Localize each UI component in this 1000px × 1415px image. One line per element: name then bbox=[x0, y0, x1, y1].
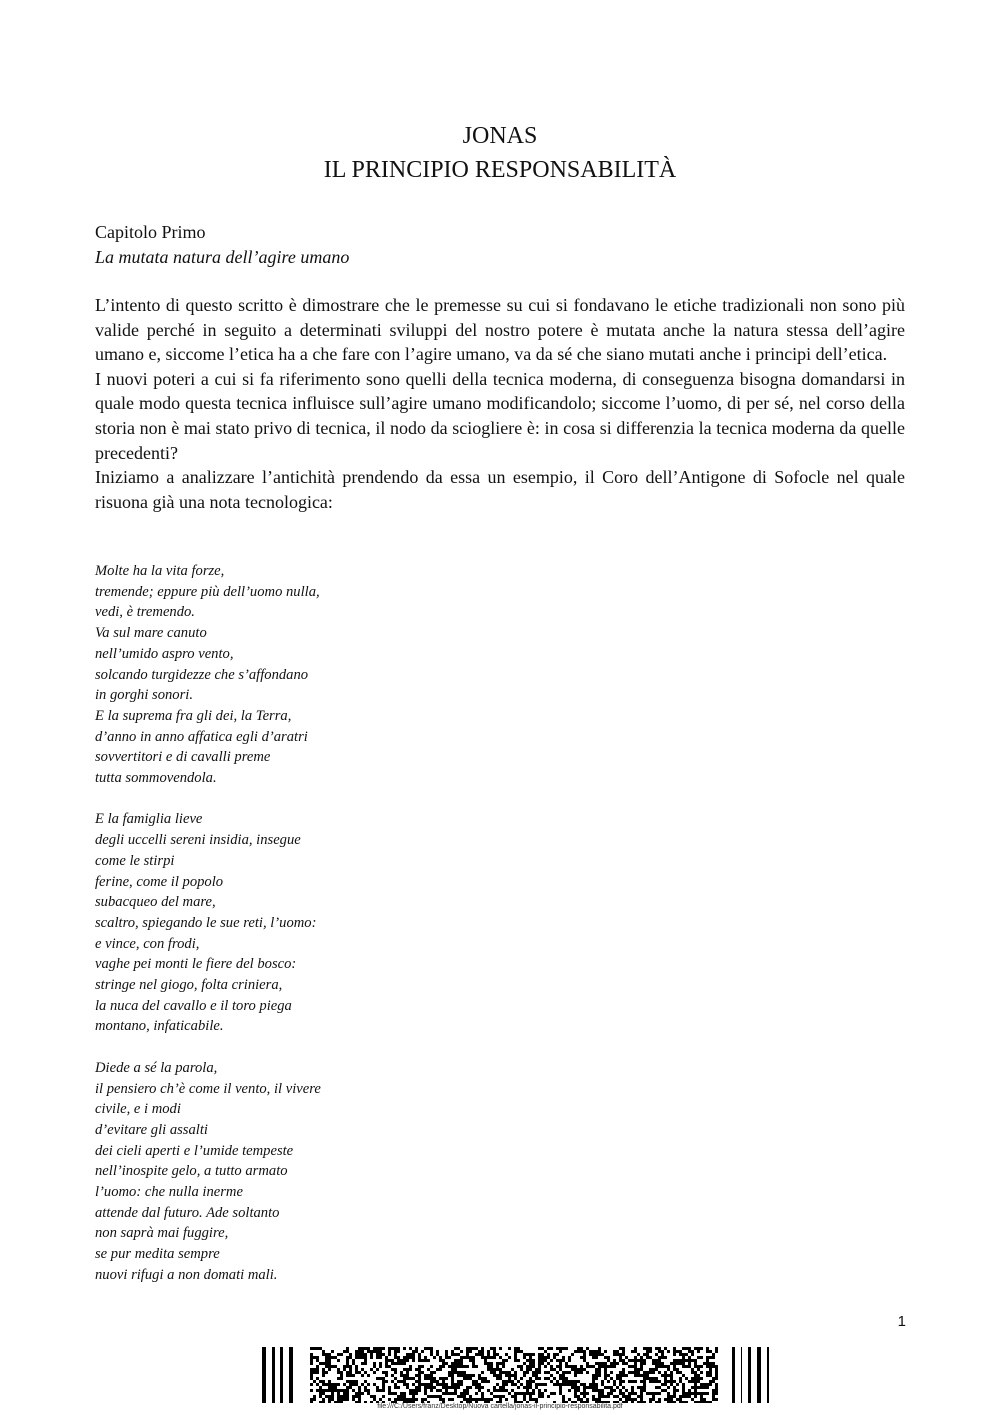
poem-line: e vince, con frodi, bbox=[95, 935, 200, 952]
poem-line: montano, infaticabile. bbox=[95, 1018, 224, 1035]
footer-file-path: file:///C:/Users/franz/Desktop/Nuova cartella/jonas-il-principio-responsabilita.pdf bbox=[377, 1403, 623, 1410]
poem-line: nuovi rifugi a non domati mali. bbox=[95, 1266, 278, 1283]
paragraph: Iniziamo a analizzare l’antichità prendendo da essa un esempio, il Coro dell’Antigone di Sofocle nel quale risuona già una nota tecnologica: bbox=[95, 467, 905, 512]
poem-line: solcando turgidezze che s’affondano bbox=[95, 666, 309, 683]
poem-line: Va sul mare canuto bbox=[95, 625, 207, 642]
poem-line: dei cieli aperti e l’umide tempeste bbox=[95, 1142, 294, 1159]
poem-line: nell’umido aspro vento, bbox=[95, 645, 234, 662]
poem-line: d’evitare gli assalti bbox=[95, 1121, 208, 1138]
poem-line: civile, e i modi bbox=[95, 1101, 181, 1118]
poem-line: tutta sommovendola. bbox=[95, 770, 217, 787]
poem-line: Diede a sé la parola, bbox=[95, 1059, 218, 1076]
poem-line: Molte ha la vita forze, bbox=[95, 563, 225, 579]
poem-line: stringe nel giogo, folta criniera, bbox=[95, 977, 283, 994]
poem-line: E la suprema fra gli dei, la Terra, bbox=[95, 707, 292, 724]
chapter-label: Capitolo Primo bbox=[95, 222, 206, 242]
poem-line: in gorghi sonori. bbox=[95, 687, 193, 704]
paragraph: I nuovi poteri a cui si fa riferimento sono quelli della tecnica moderna, di conseguenza bisogna domandarsi in quale modo questa tecnica influisce sull’agire umano modificandolo; siccome l’uomo, di per sé, nel corso della storia non è mai stato privo di tecnica, il nodo da sciogliere è: in cosa si differenzia la tecnica moderna da quelle precedenti? bbox=[95, 368, 905, 463]
poem-line: come le stirpi bbox=[95, 852, 175, 869]
poem-line: degli uccelli sereni insidia, insegue bbox=[95, 832, 301, 849]
poem-stanza bbox=[95, 1058, 495, 1286]
poem-line: subacqueo del mare, bbox=[95, 894, 216, 911]
poem-line: ferine, come il popolo bbox=[95, 873, 224, 890]
poem-quotation bbox=[95, 561, 495, 1306]
poem-line: d’anno in anno affatica egli d’aratri bbox=[95, 728, 308, 745]
poem-line: vaghe pei monti le fiere del bosco: bbox=[95, 956, 297, 973]
poem-line: il pensiero ch’è come il vento, il vivere bbox=[95, 1080, 321, 1097]
poem-line: scaltro, spiegando le sue reti, l’uomo: bbox=[95, 914, 317, 931]
poem-line: l’uomo: che nulla inerme bbox=[95, 1184, 243, 1201]
document-title-author: JONAS bbox=[462, 123, 538, 149]
poem-line: la nuca del cavallo e il toro piega bbox=[95, 997, 292, 1014]
poem-line: attende dal futuro. Ade soltanto bbox=[95, 1204, 280, 1221]
poem-line: vedi, è tremendo. bbox=[95, 604, 195, 621]
poem-stanza bbox=[95, 809, 495, 1037]
barcode-image bbox=[262, 1347, 776, 1403]
poem-line: E la famiglia lieve bbox=[95, 811, 203, 828]
poem-line: nell’inospite gelo, a tutto armato bbox=[95, 1163, 288, 1180]
poem-line: se pur medita sempre bbox=[95, 1246, 220, 1263]
poem-line: tremende; eppure più dell’uomo nulla, bbox=[95, 583, 320, 600]
page-number: 1 bbox=[897, 1313, 906, 1330]
poem-line: sovvertitori e di cavalli preme bbox=[95, 749, 271, 766]
chapter-subtitle: La mutata natura dell’agire umano bbox=[95, 247, 350, 267]
chapter-heading bbox=[95, 220, 349, 270]
paragraph: L’intento di questo scritto è dimostrare che le premesse su cui si fondavano le etiche tradizionali non sono più valide perché in seguito a determinati sviluppi del nostro potere è mutata anche la natura stessa dell’agire umano e, siccome l’etica ha a che fare con l’agire umano, va da sé che siano mutati anche i principi dell’etica. bbox=[95, 295, 905, 365]
document-title: IL PRINCIPIO RESPONSABILITÀ bbox=[323, 157, 677, 183]
body-text bbox=[95, 293, 905, 514]
poem-stanza bbox=[95, 561, 495, 789]
poem-line: non saprà mai fuggire, bbox=[95, 1225, 229, 1242]
